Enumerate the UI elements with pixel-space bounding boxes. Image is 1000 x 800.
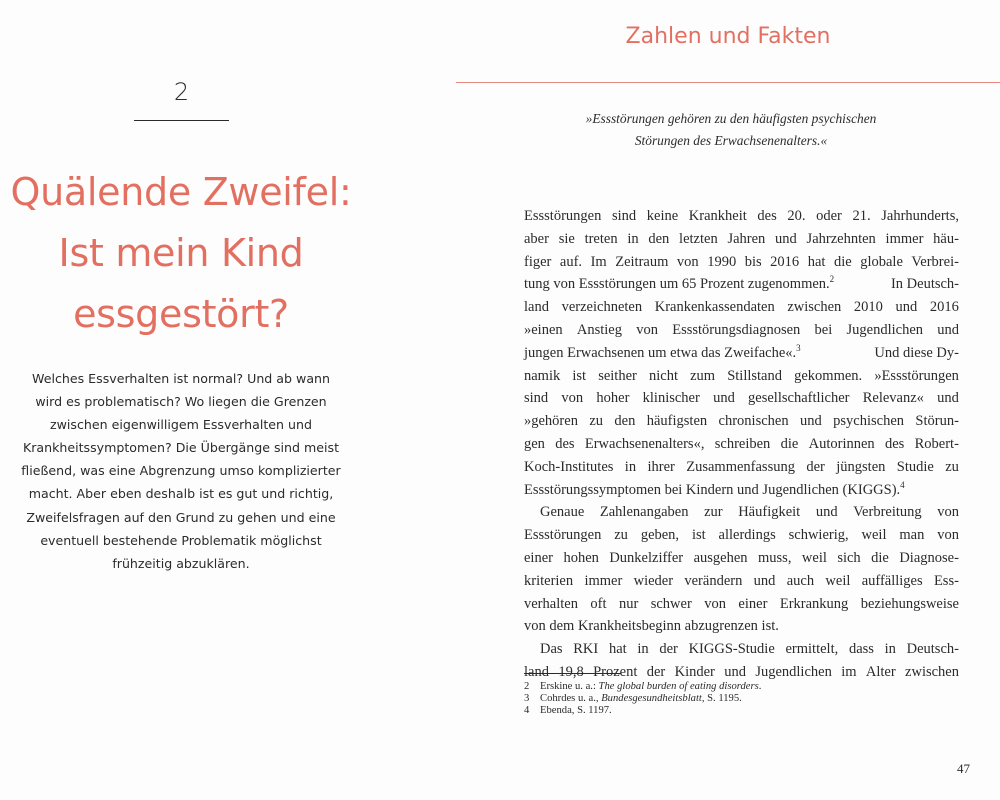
- word: land: [524, 299, 549, 316]
- word: zur: [704, 504, 723, 521]
- body-line: [524, 228, 959, 251]
- word: Koch-Institutes: [524, 458, 614, 475]
- footnote: 3 Cohrdes u. a., Bundesgesundheitsblatt, S. 1195.: [524, 693, 742, 705]
- word: einer: [524, 549, 553, 566]
- word: des: [555, 435, 575, 452]
- intro-line: fließend, was eine Abgrenzung umso komplizierter: [21, 463, 341, 479]
- word: gekommen.: [794, 367, 863, 384]
- footnote: 4 Ebenda, S. 1197.: [524, 705, 612, 717]
- footnote: 2 Erskine u. a.: The global burden of eating disorders.: [524, 681, 762, 692]
- word: jüngsten: [836, 458, 886, 475]
- word: weil: [861, 527, 887, 544]
- word: der: [659, 641, 678, 658]
- chapter-number: 2: [173, 78, 190, 106]
- footnote-ref[interactable]: 2: [829, 274, 835, 285]
- word: Krankheit: [688, 208, 747, 224]
- footnote-number: 2: [524, 681, 530, 692]
- word: hat: [608, 641, 627, 658]
- word: einer: [738, 595, 768, 612]
- word: 1990: [707, 253, 737, 270]
- epigraph: [524, 108, 938, 152]
- chapter-intro: [8, 367, 354, 575]
- body-line: [524, 433, 959, 456]
- word: treten: [584, 230, 618, 247]
- word: 2016: [929, 299, 959, 316]
- word: Genaue: [540, 504, 585, 521]
- word: Stillstand: [727, 367, 782, 384]
- word: Studie: [896, 458, 934, 475]
- word: immer: [885, 230, 924, 247]
- word: Prozent: [593, 663, 638, 680]
- body-line-segment: jungen Erwachsenen um etwa das Zweifache«.$^3$: [524, 342, 801, 361]
- word: RKI: [573, 641, 599, 658]
- body-line: [524, 319, 959, 342]
- body-line: [524, 296, 959, 319]
- word: dass: [848, 641, 874, 658]
- body-line: [524, 547, 959, 570]
- word: 20.: [787, 208, 806, 224]
- word: beziehungsweise: [860, 595, 959, 612]
- word: kriterien: [524, 572, 574, 589]
- footnote-number: 4: [524, 705, 530, 717]
- word: 2016: [770, 253, 800, 270]
- word: die: [871, 549, 889, 566]
- word: Robert-: [914, 435, 959, 452]
- word: schwer: [650, 595, 692, 612]
- word: zwischen: [905, 663, 959, 680]
- word: Verbrei-: [911, 253, 959, 270]
- word: namik: [524, 367, 561, 384]
- word: Verbreitung: [853, 504, 922, 521]
- word: land: [524, 663, 549, 680]
- body-line: [524, 524, 959, 547]
- body-line: [524, 273, 959, 296]
- word: »Essstörungen: [874, 367, 959, 384]
- epigraph-line: »Essstörungen gehören zu den häufigsten psychischen: [585, 111, 877, 126]
- word: gesellschaftlicher: [748, 390, 850, 407]
- word: zwischen: [787, 299, 842, 316]
- body-line: [524, 456, 959, 479]
- intro-line: frühzeitig abzuklären.: [112, 555, 250, 571]
- word: Jahrzehnten: [806, 230, 876, 247]
- word: in: [884, 641, 896, 658]
- word: Störun-: [915, 413, 959, 430]
- word: nicht: [648, 367, 678, 384]
- word: häu-: [933, 230, 959, 247]
- word: und: [937, 321, 959, 338]
- body-line: [524, 638, 959, 661]
- word: Essstörungen: [524, 208, 602, 224]
- word: Das: [540, 641, 563, 658]
- word: ist: [691, 527, 706, 544]
- word: hat: [807, 253, 826, 270]
- word: KIGGS-Studie: [688, 641, 775, 658]
- intro-line: macht. Aber eben deshalb ist es gut und richtig,: [28, 486, 334, 502]
- word: Deutsch-: [906, 641, 959, 658]
- word: in: [627, 230, 639, 247]
- word: hoher: [596, 390, 630, 407]
- body-line: [524, 251, 959, 274]
- body-line: [524, 570, 959, 593]
- word: sind: [611, 208, 637, 224]
- word: der: [646, 663, 666, 680]
- body-line: [524, 205, 959, 228]
- word: den: [614, 413, 636, 430]
- body-line-segment: In Deutsch-: [890, 276, 959, 293]
- body-line: von dem Krankheitsbeginn abzugrenzen ist.: [524, 618, 779, 635]
- word: Krankenkassendaten: [654, 299, 775, 316]
- word: auffälliges: [861, 572, 923, 589]
- chapter-title-line: essgestört?: [73, 292, 289, 336]
- word: von: [561, 390, 584, 407]
- chapter-title-line: Quälende Zweifel:: [10, 170, 352, 214]
- word: zu: [945, 458, 959, 475]
- word: Erkrankung: [779, 595, 849, 612]
- word: Relevanz«: [862, 390, 924, 407]
- word: von: [676, 253, 699, 270]
- chapter-title-line: Ist mein Kind: [58, 231, 304, 275]
- word: allerdings: [718, 527, 776, 544]
- epigraph-line: Störungen des Erwachsenenalters.«: [634, 133, 828, 148]
- word: und: [895, 299, 918, 316]
- footnote-rule: [524, 673, 621, 674]
- body-line: [524, 593, 959, 616]
- intro-line: eventuell bestehende Problematik möglichst: [40, 532, 322, 548]
- word: Essstörungsdiagnosen: [672, 321, 801, 338]
- word: Anstieg: [576, 321, 622, 338]
- word: geben,: [640, 527, 680, 544]
- word: man: [899, 527, 925, 544]
- word: in: [637, 641, 649, 658]
- body-line: Essstörungssymptomen bei Kindern und Jugendlichen (KIGGS).$^4$: [524, 479, 905, 498]
- word: weil: [825, 572, 851, 589]
- intro-line: wird es problematisch? Wo liegen die Grenzen: [35, 394, 327, 410]
- body-line: [524, 501, 959, 524]
- word: chronischen: [718, 413, 789, 430]
- body-line-segment: tung von Essstörungen um 65 Prozent zugenommen.$^2$: [524, 274, 835, 293]
- word: sich: [837, 549, 861, 566]
- word: Alter: [865, 663, 896, 680]
- word: zu: [614, 527, 628, 544]
- word: in: [624, 458, 637, 475]
- word: schreiben: [714, 435, 771, 452]
- footnotes: [524, 681, 959, 718]
- word: Jugendlichen: [755, 663, 832, 680]
- word: ermittelt,: [785, 641, 839, 658]
- word: 19,8: [558, 663, 584, 680]
- word: verhalten: [524, 595, 578, 612]
- word: wieder: [633, 572, 674, 589]
- word: von: [636, 321, 658, 338]
- word: von: [937, 527, 959, 544]
- word: hohen: [563, 549, 599, 566]
- word: weil: [801, 549, 827, 566]
- word: des: [884, 435, 905, 452]
- intro-line: Krankheitssymptomen? Die Übergänge sind meist: [22, 440, 340, 456]
- running-head-rule: [456, 82, 1000, 83]
- body-line: [524, 365, 959, 388]
- word: »gehören: [524, 413, 578, 430]
- footnote-ref[interactable]: 4: [900, 479, 905, 490]
- word: verändern: [684, 572, 743, 589]
- word: verzeichneten: [561, 299, 643, 316]
- word: der: [806, 458, 825, 475]
- word: klinischer: [642, 390, 700, 407]
- word: Häufigkeit: [738, 504, 801, 521]
- word: 21.: [852, 208, 871, 224]
- word: und: [753, 572, 776, 589]
- word: des: [757, 208, 777, 224]
- word: und: [800, 413, 822, 430]
- word: bis: [744, 253, 762, 270]
- word: globale: [860, 253, 903, 270]
- body-line: [524, 342, 959, 365]
- word: Autorinnen: [808, 435, 875, 452]
- word: auch: [786, 572, 815, 589]
- body-line-segment: Und diese Dy-: [874, 344, 959, 361]
- word: Jahren: [727, 230, 766, 247]
- left-page: [0, 0, 360, 800]
- word: und: [815, 504, 838, 521]
- word: bei: [814, 321, 833, 338]
- word: Zahlenangaben: [599, 504, 689, 521]
- word: Diagnose-: [899, 549, 959, 566]
- intro-line: Zweifelsfragen auf den Grund zu gehen und eine: [26, 509, 336, 525]
- intro-line: zwischen eigenwilligem Essverhalten und: [50, 417, 312, 433]
- body-line: [524, 387, 959, 410]
- word: figer: [524, 253, 552, 270]
- word: und: [713, 390, 735, 407]
- word: keine: [646, 208, 679, 224]
- word: von: [937, 504, 959, 521]
- word: den: [648, 230, 670, 247]
- body-text: [524, 205, 959, 684]
- body-line: [524, 410, 959, 433]
- word: muss,: [758, 549, 792, 566]
- word: zu: [589, 413, 604, 430]
- word: Im: [590, 253, 607, 270]
- word: ausgehen: [693, 549, 748, 566]
- running-head: Zahlen und Fakten: [625, 24, 831, 49]
- chapter-title: [0, 162, 362, 345]
- word: Kinder: [674, 663, 715, 680]
- word: die: [833, 253, 852, 270]
- word: immer: [584, 572, 623, 589]
- word: nur: [618, 595, 639, 612]
- page-number: 47: [957, 761, 970, 776]
- word: sind: [524, 390, 549, 407]
- word: und: [724, 663, 746, 680]
- word: aber: [524, 230, 549, 247]
- right-page: [456, 0, 1000, 800]
- word: schwierig,: [788, 527, 849, 544]
- word: Jahrhunderts,: [881, 208, 959, 224]
- word: im: [841, 663, 857, 680]
- word: und: [775, 230, 797, 247]
- footnote-ref[interactable]: 3: [796, 342, 801, 353]
- word: letzten: [679, 230, 718, 247]
- word: ihrer: [647, 458, 675, 475]
- word: oder: [816, 208, 842, 224]
- intro-line: Welches Essverhalten ist normal? Und ab wann: [32, 371, 330, 386]
- word: seither: [598, 367, 637, 384]
- word: gen: [524, 435, 545, 452]
- word: Erwachsenenalters«,: [584, 435, 705, 452]
- word: von: [704, 595, 726, 612]
- word: Jugendlichen: [846, 321, 924, 338]
- word: zum: [690, 367, 716, 384]
- word: die: [780, 435, 799, 452]
- word: sie: [558, 230, 575, 247]
- word: oft: [590, 595, 607, 612]
- word: psychischen: [833, 413, 905, 430]
- word: ist: [572, 367, 587, 384]
- word: häufigsten: [646, 413, 708, 430]
- word: auf.: [559, 253, 583, 270]
- footnote-number: 3: [524, 693, 530, 705]
- word: Zeitraum: [615, 253, 669, 270]
- word: 2010: [853, 299, 883, 316]
- chapter-number-rule: [134, 120, 229, 121]
- word: und: [937, 390, 959, 407]
- word: Ess-: [933, 572, 959, 589]
- word: Zusammenfassung: [686, 458, 795, 475]
- word: »einen: [524, 321, 563, 338]
- word: Essstörungen: [524, 527, 602, 544]
- word: Dunkelziffer: [609, 549, 684, 566]
